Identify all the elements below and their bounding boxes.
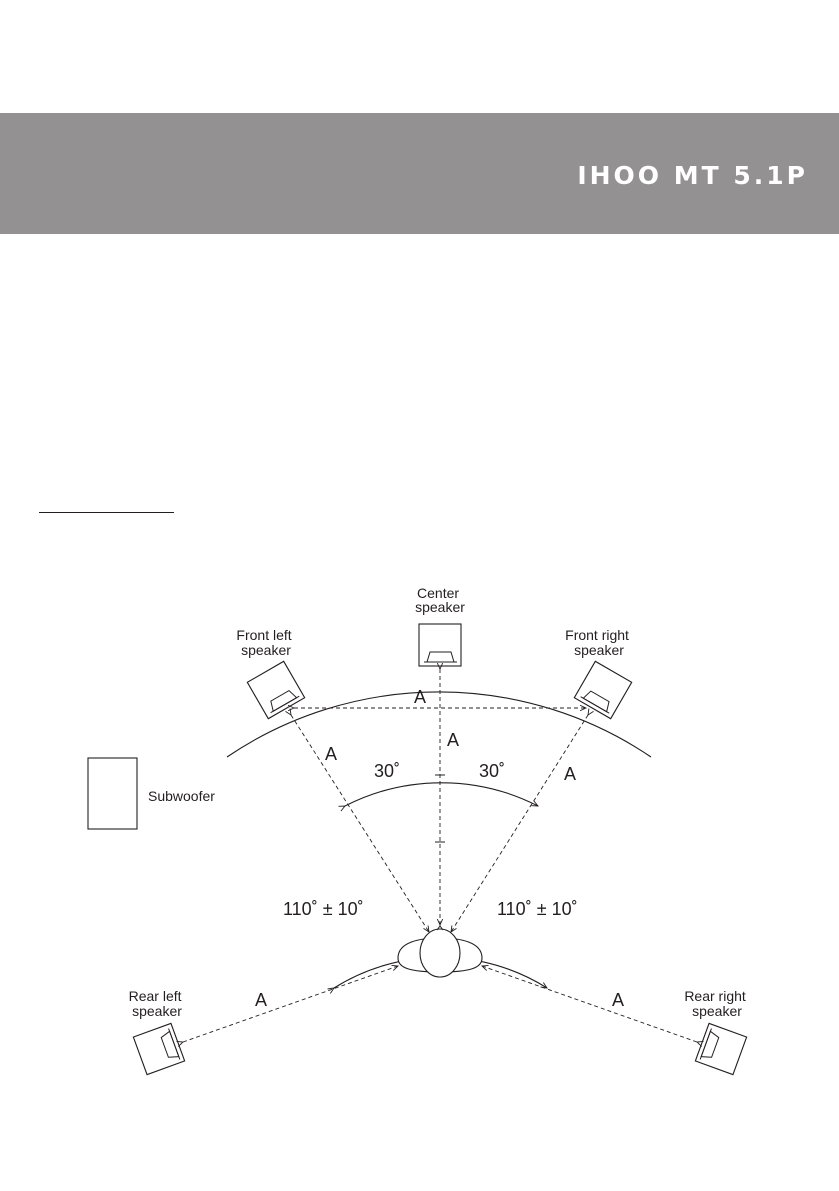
rear-angle-right-label: 110˚ ± 10˚: [497, 899, 578, 919]
front-angle-arc: [345, 783, 538, 806]
subwoofer-label: Subwoofer: [148, 788, 215, 804]
center-speaker-label: Center speaker: [415, 585, 465, 615]
distance-label-front-right: A: [564, 764, 577, 784]
rear-angle-left-label: 110˚ ± 10˚: [283, 899, 364, 919]
listener-head-icon: [398, 926, 482, 977]
front-angle-right-label: 30˚: [479, 761, 506, 781]
distance-label-rear-left: A: [255, 990, 268, 1010]
front-right-speaker-label: Front right speaker: [565, 627, 629, 658]
rear-right-distance-line: [482, 966, 697, 1042]
center-speaker-icon: [419, 624, 461, 666]
distance-label-rear-right: A: [612, 990, 625, 1010]
rear-left-speaker-icon: [133, 1023, 184, 1074]
distance-label-front-left: A: [325, 744, 338, 764]
rear-right-speaker-label: Rear right speaker: [684, 988, 746, 1019]
front-angle-left-label: 30˚: [374, 761, 401, 781]
rear-left-distance-line: [183, 966, 398, 1042]
front-left-speaker-label: Front left speaker: [236, 627, 292, 658]
distance-label-front: A: [414, 687, 427, 707]
product-title: IHOO MT 5.1P: [577, 161, 808, 190]
front-left-speaker-icon: [247, 661, 304, 718]
front-right-speaker-icon: [574, 661, 631, 718]
distance-label-center: A: [447, 730, 460, 750]
subwoofer-icon: [88, 758, 137, 829]
rear-right-speaker-icon: [695, 1023, 746, 1074]
rear-left-speaker-label: Rear left speaker: [128, 988, 182, 1019]
